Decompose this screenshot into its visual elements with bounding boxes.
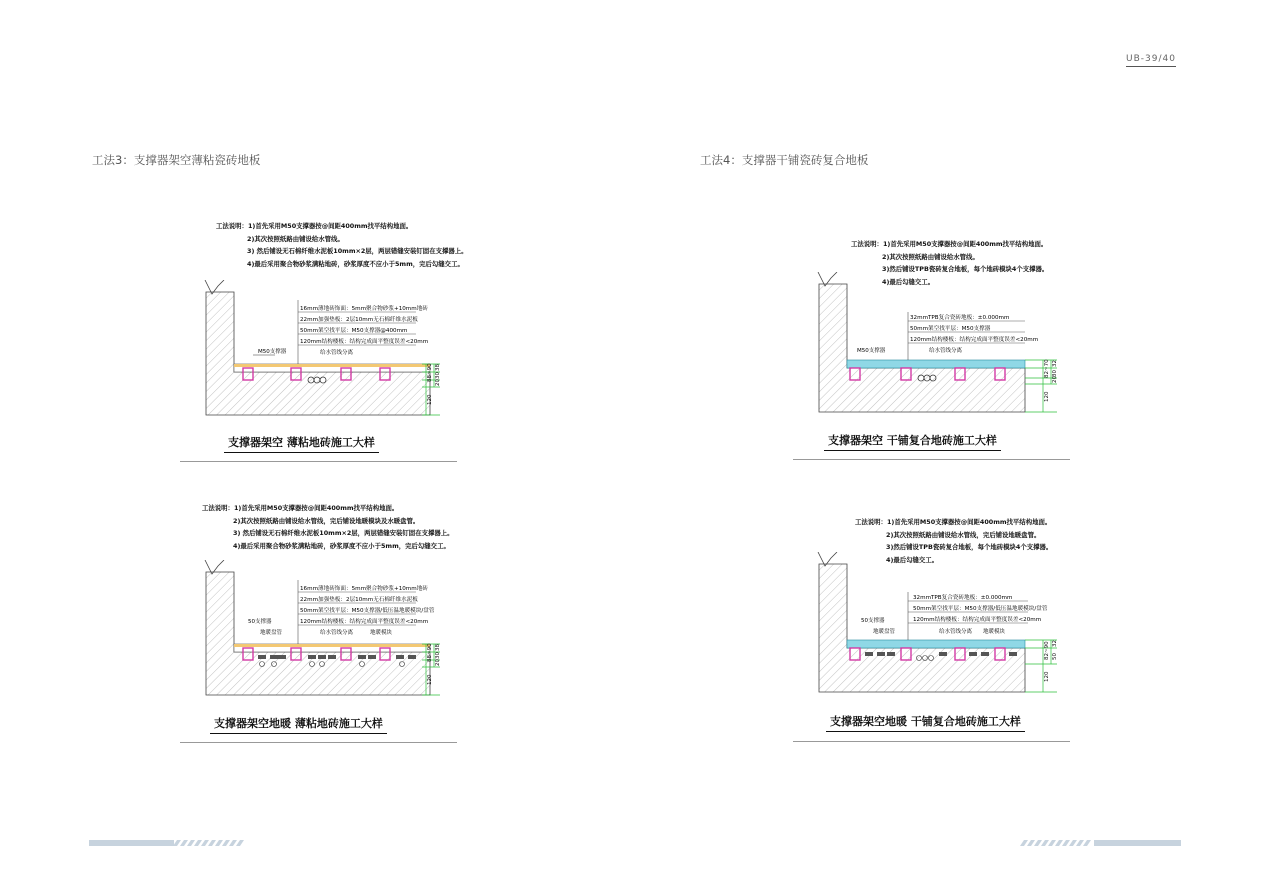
tpb-composite-tile (847, 360, 1025, 368)
svg-text:88~90: 88~90 (427, 643, 433, 662)
tpb-composite-tile (847, 640, 1025, 648)
footer-stripe-right (1020, 840, 1181, 846)
layer-label: 120mm结构楼板：结构完成面平整度误差<20mm (910, 337, 1039, 343)
callout-pipes: 给水管线分离 (939, 629, 973, 635)
callout-coil: 地暖盘管 (260, 630, 283, 636)
callout-support: 50支撑器 (861, 618, 885, 624)
svg-text:30: 30 (435, 372, 441, 379)
section-title-method-3: 工法3：支撑器架空薄粘瓷砖地板 (92, 153, 261, 167)
svg-text:50: 50 (1052, 653, 1058, 660)
callout-pipes: 给水管线分离 (320, 630, 354, 636)
section-drawing (190, 280, 460, 420)
detail-caption: 支撑器架空地暖 干铺复合地砖施工大样 (826, 713, 1025, 732)
svg-text:88~90: 88~90 (427, 363, 433, 382)
svg-text:30: 30 (435, 652, 441, 659)
divider (180, 742, 457, 743)
svg-text:38: 38 (435, 364, 441, 371)
layer-label: 120mm结构楼板：结构完成面平整度误差<20mm (300, 339, 429, 345)
svg-text:20: 20 (435, 659, 441, 666)
divider (793, 741, 1070, 742)
method-notes: 工法说明：1)首先采用M50支撑器按@间距400mm找平结构地面。 2)其次按照纸路由铺设给水管线，完后铺设地暖盘管。 3)然后铺设TPB瓷砖复合地板，每个地砖模块4个支撑器。 4)最后勾缝交工。 (855, 518, 1053, 564)
svg-text:82~70: 82~70 (1044, 359, 1050, 378)
callout-pipes: 给水管线分离 (929, 348, 963, 354)
floor-finish-band (234, 644, 430, 647)
callout-module: 地暖模块 (983, 629, 1006, 635)
layer-label: 16mm薄地砖饰面：5mm聚合物砂浆+10mm地砖 (300, 306, 428, 312)
layer-label: 120mm结构楼板：结构完成面平整度误差<20mm (913, 617, 1042, 623)
detail-caption: 支撑器架空 薄粘地砖施工大样 (224, 434, 379, 453)
svg-text:32: 32 (1052, 360, 1058, 367)
svg-text:120: 120 (1044, 671, 1050, 682)
section-drawing (803, 272, 1073, 417)
footer-stripe-left (89, 840, 249, 846)
layer-label: 50mm架空找平层：M50支撑器 (910, 326, 991, 332)
callout-support: M50支撑器 (857, 348, 886, 354)
callout-support: 50支撑器 (248, 619, 272, 625)
layer-label: 50mm架空找平层：M50支撑器/低压温地暖模块/盘管 (913, 606, 1048, 612)
method-notes: 工法说明：1)首先采用M50支撑器按@间距400mm找平结构地面。 2)其次按照纸路由铺设给水管线。 3)然后铺设TPB瓷砖复合地板，每个地砖模块4个支撑器。 4)最后勾缝交工。 (851, 240, 1049, 286)
section-drawing (803, 552, 1073, 697)
method-notes: 工法说明：1)首先采用M50支撑器按@间距400mm找平结构地面。 2)其次按照纸路由铺设给水管线。 3) 然后铺设无石棉纤维水泥板10mm×2层，两层错缝安装钉固在支撑器上。 4)最后采用聚合物砂浆满粘地砖，砂浆厚度不应小于5mm，完后勾缝交工。 (216, 222, 468, 268)
layer-label: 32mmTPB复合瓷砖地板：±0.000mm (913, 595, 1013, 601)
svg-text:32: 32 (1052, 640, 1058, 647)
method-notes: 工法说明：1)首先采用M50支撑器按@间距400mm找平结构地面。 2)其次按照纸路由铺设给水管线，完后铺设地暖模块及水暖盘管。 3) 然后铺设无石棉纤维水泥板10mm×2层，两层错缝安装钉固在支撑器上。 4)最后采用聚合物砂浆满粘地砖，砂浆厚度不应小于5mm，完后勾缝交工。 (202, 504, 454, 550)
section-drawing (190, 560, 460, 700)
page-number: UB-39/40 (1126, 54, 1176, 67)
divider (793, 459, 1070, 460)
layer-label: 50mm架空找平层：M50支撑器@400mm (300, 328, 408, 334)
floor-finish-band (234, 364, 430, 367)
layer-label: 50mm架空找平层：M50支撑器/低压温地暖模块/盘管 (300, 608, 435, 614)
layer-label: 22mm加强垫板：2层10mm无石棉纤维水泥板 (300, 597, 418, 603)
callout-coil: 地暖盘管 (873, 629, 896, 635)
svg-text:20: 20 (1052, 376, 1058, 383)
svg-text:38: 38 (435, 644, 441, 651)
svg-text:20: 20 (435, 379, 441, 386)
svg-text:120: 120 (427, 394, 433, 405)
divider (180, 461, 457, 462)
svg-text:120: 120 (427, 674, 433, 685)
section-title-method-4: 工法4：支撑器干铺瓷砖复合地板 (700, 153, 869, 167)
callout-pipes: 给水管线分离 (320, 350, 354, 356)
callout-support: M50支撑器 (258, 349, 287, 355)
svg-text:120: 120 (1044, 391, 1050, 402)
detail-caption: 支撑器架空地暖 薄粘地砖施工大样 (210, 715, 387, 734)
layer-label: 32mmTPB复合瓷砖地板：±0.000mm (910, 315, 1010, 321)
layer-label: 16mm薄地砖饰面：5mm聚合物砂浆+10mm地砖 (300, 586, 428, 592)
callout-module: 地暖模块 (370, 630, 393, 636)
detail-caption: 支撑器架空 干铺复合地砖施工大样 (824, 432, 1001, 451)
layer-label: 120mm结构楼板：结构完成面平整度误差<20mm (300, 619, 429, 625)
svg-text:30: 30 (1052, 370, 1058, 377)
layer-label: 22mm加强垫板：2层10mm无石棉纤维水泥板 (300, 317, 418, 323)
svg-text:82~90: 82~90 (1044, 641, 1050, 660)
